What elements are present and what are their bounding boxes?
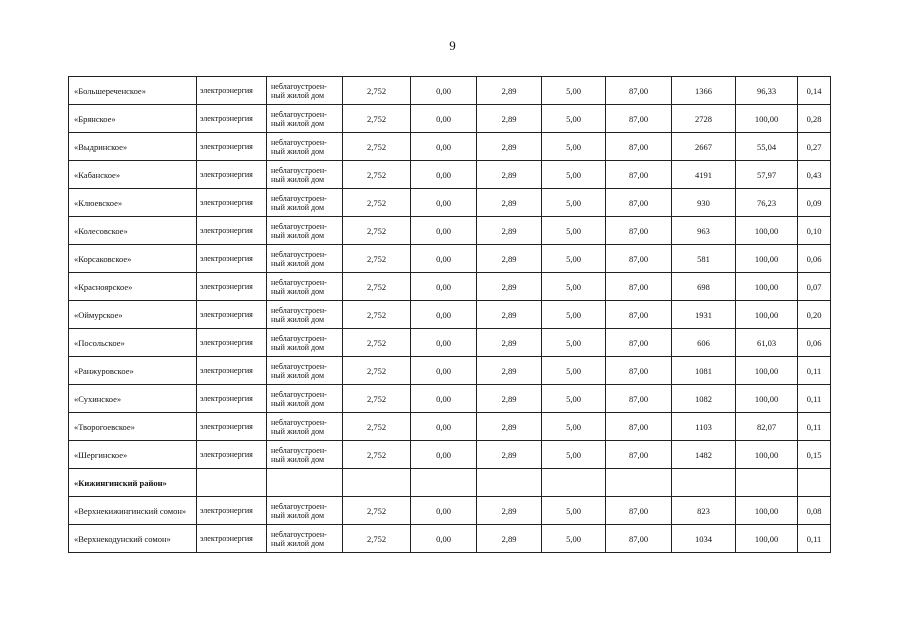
- value-cell-v6: 1081: [672, 357, 736, 385]
- value-cell-v7: 61,03: [736, 329, 798, 357]
- housing-type-cell: неблагоустроен-ный жилой дом: [267, 189, 343, 217]
- value-cell-v7: 100,00: [736, 245, 798, 273]
- value-cell-v1: 2,752: [343, 441, 411, 469]
- resource-cell: электроэнергия: [197, 413, 267, 441]
- value-cell-v7: 100,00: [736, 105, 798, 133]
- settlement-name-cell: «Большереченское»: [69, 77, 197, 105]
- value-cell-v3: 2,89: [477, 133, 542, 161]
- district-row: [69, 469, 831, 497]
- table-row: [69, 441, 831, 469]
- value-cell-v2: 0,00: [411, 133, 477, 161]
- value-cell-v1: 2,752: [343, 413, 411, 441]
- housing-type-cell: неблагоустроен-ный жилой дом: [267, 357, 343, 385]
- resource-cell: электроэнергия: [197, 385, 267, 413]
- value-cell: [736, 469, 798, 497]
- value-cell-v2: 0,00: [411, 273, 477, 301]
- settlement-name-cell: «Верхнекижингинский сомон»: [69, 497, 197, 525]
- value-cell-v6: 823: [672, 497, 736, 525]
- housing-type-cell: неблагоустроен-ный жилой дом: [267, 77, 343, 105]
- resource-cell: электроэнергия: [197, 189, 267, 217]
- table-row: [69, 217, 831, 245]
- value-cell-v1: 2,752: [343, 105, 411, 133]
- value-cell-v8: 0,06: [798, 245, 831, 273]
- value-cell-v7: 100,00: [736, 273, 798, 301]
- value-cell-v8: 0,20: [798, 301, 831, 329]
- value-cell-v7: 100,00: [736, 301, 798, 329]
- value-cell-v6: 606: [672, 329, 736, 357]
- value-cell-v7: 100,00: [736, 525, 798, 553]
- value-cell-v1: 2,752: [343, 385, 411, 413]
- value-cell-v4: 5,00: [542, 245, 606, 273]
- value-cell-v6: 2667: [672, 133, 736, 161]
- value-cell-v7: 82,07: [736, 413, 798, 441]
- value-cell-v8: 0,09: [798, 189, 831, 217]
- value-cell-v3: 2,89: [477, 329, 542, 357]
- value-cell-v8: 0,11: [798, 525, 831, 553]
- value-cell-v6: 4191: [672, 161, 736, 189]
- resource-cell: [197, 469, 267, 497]
- resource-cell: электроэнергия: [197, 273, 267, 301]
- value-cell-v3: 2,89: [477, 189, 542, 217]
- value-cell-v1: 2,752: [343, 329, 411, 357]
- value-cell-v4: 5,00: [542, 357, 606, 385]
- resource-cell: электроэнергия: [197, 441, 267, 469]
- housing-type-cell: [267, 469, 343, 497]
- value-cell-v2: 0,00: [411, 217, 477, 245]
- value-cell-v4: 5,00: [542, 413, 606, 441]
- value-cell-v4: 5,00: [542, 497, 606, 525]
- value-cell-v2: 0,00: [411, 77, 477, 105]
- value-cell-v5: 87,00: [606, 133, 672, 161]
- value-cell-v6: 963: [672, 217, 736, 245]
- value-cell-v3: 2,89: [477, 273, 542, 301]
- value-cell-v3: 2,89: [477, 161, 542, 189]
- value-cell-v4: 5,00: [542, 525, 606, 553]
- table-row: [69, 525, 831, 553]
- value-cell-v4: 5,00: [542, 105, 606, 133]
- value-cell-v5: 87,00: [606, 441, 672, 469]
- value-cell-v3: 2,89: [477, 301, 542, 329]
- value-cell-v3: 2,89: [477, 357, 542, 385]
- settlement-name-cell: «Красноярское»: [69, 273, 197, 301]
- settlement-name-cell: «Брянское»: [69, 105, 197, 133]
- value-cell-v6: 1366: [672, 77, 736, 105]
- value-cell-v6: 1103: [672, 413, 736, 441]
- housing-type-cell: неблагоустроен-ный жилой дом: [267, 497, 343, 525]
- housing-type-cell: неблагоустроен-ный жилой дом: [267, 273, 343, 301]
- value-cell-v7: 57,97: [736, 161, 798, 189]
- value-cell-v5: 87,00: [606, 357, 672, 385]
- resource-cell: электроэнергия: [197, 525, 267, 553]
- value-cell-v8: 0,14: [798, 77, 831, 105]
- settlement-name-cell: «Клюевское»: [69, 189, 197, 217]
- resource-cell: электроэнергия: [197, 77, 267, 105]
- table-row: [69, 357, 831, 385]
- value-cell-v5: 87,00: [606, 525, 672, 553]
- value-cell-v8: 0,11: [798, 413, 831, 441]
- resource-cell: электроэнергия: [197, 133, 267, 161]
- value-cell-v6: 930: [672, 189, 736, 217]
- value-cell-v4: 5,00: [542, 133, 606, 161]
- value-cell-v6: 2728: [672, 105, 736, 133]
- value-cell: [343, 469, 411, 497]
- value-cell-v5: 87,00: [606, 385, 672, 413]
- value-cell-v3: 2,89: [477, 385, 542, 413]
- table-row: [69, 77, 831, 105]
- value-cell-v6: 698: [672, 273, 736, 301]
- value-cell-v5: 87,00: [606, 245, 672, 273]
- resource-cell: электроэнергия: [197, 497, 267, 525]
- table-row: [69, 497, 831, 525]
- value-cell-v1: 2,752: [343, 77, 411, 105]
- value-cell-v8: 0,07: [798, 273, 831, 301]
- table-row: [69, 273, 831, 301]
- settlement-name-cell: «Кижингинский район»: [69, 469, 197, 497]
- settlement-name-cell: «Посольское»: [69, 329, 197, 357]
- settlement-name-cell: «Верхнекодунский сомон»: [69, 525, 197, 553]
- value-cell-v6: 1082: [672, 385, 736, 413]
- value-cell: [411, 469, 477, 497]
- settlement-name-cell: «Сухинское»: [69, 385, 197, 413]
- value-cell-v7: 100,00: [736, 497, 798, 525]
- value-cell-v7: 100,00: [736, 385, 798, 413]
- value-cell-v6: 581: [672, 245, 736, 273]
- value-cell-v4: 5,00: [542, 385, 606, 413]
- table-row: [69, 133, 831, 161]
- value-cell-v2: 0,00: [411, 413, 477, 441]
- value-cell-v2: 0,00: [411, 357, 477, 385]
- value-cell-v4: 5,00: [542, 161, 606, 189]
- value-cell: [477, 469, 542, 497]
- value-cell-v5: 87,00: [606, 189, 672, 217]
- value-cell-v8: 0,43: [798, 161, 831, 189]
- value-cell-v3: 2,89: [477, 441, 542, 469]
- value-cell-v5: 87,00: [606, 217, 672, 245]
- value-cell-v3: 2,89: [477, 525, 542, 553]
- housing-type-cell: неблагоустроен-ный жилой дом: [267, 217, 343, 245]
- value-cell-v7: 100,00: [736, 217, 798, 245]
- data-table: [68, 76, 831, 553]
- resource-cell: электроэнергия: [197, 357, 267, 385]
- value-cell-v7: 96,33: [736, 77, 798, 105]
- resource-cell: электроэнергия: [197, 329, 267, 357]
- value-cell-v4: 5,00: [542, 301, 606, 329]
- value-cell-v7: 100,00: [736, 441, 798, 469]
- value-cell-v4: 5,00: [542, 329, 606, 357]
- value-cell: [798, 469, 831, 497]
- value-cell-v2: 0,00: [411, 161, 477, 189]
- housing-type-cell: неблагоустроен-ный жилой дом: [267, 161, 343, 189]
- value-cell-v3: 2,89: [477, 105, 542, 133]
- value-cell-v7: 76,23: [736, 189, 798, 217]
- table-row: [69, 245, 831, 273]
- value-cell-v2: 0,00: [411, 497, 477, 525]
- value-cell-v6: 1034: [672, 525, 736, 553]
- value-cell-v1: 2,752: [343, 525, 411, 553]
- page-number: 9: [449, 38, 456, 53]
- value-cell-v5: 87,00: [606, 77, 672, 105]
- value-cell-v8: 0,08: [798, 497, 831, 525]
- value-cell-v1: 2,752: [343, 357, 411, 385]
- value-cell: [606, 469, 672, 497]
- value-cell-v7: 100,00: [736, 357, 798, 385]
- value-cell-v2: 0,00: [411, 441, 477, 469]
- value-cell-v5: 87,00: [606, 161, 672, 189]
- value-cell-v2: 0,00: [411, 385, 477, 413]
- housing-type-cell: неблагоустроен-ный жилой дом: [267, 105, 343, 133]
- settlement-name-cell: «Корсаковское»: [69, 245, 197, 273]
- table-row: [69, 161, 831, 189]
- table-row: [69, 105, 831, 133]
- resource-cell: электроэнергия: [197, 301, 267, 329]
- value-cell-v8: 0,10: [798, 217, 831, 245]
- value-cell: [542, 469, 606, 497]
- value-cell-v5: 87,00: [606, 301, 672, 329]
- value-cell-v6: 1482: [672, 441, 736, 469]
- settlement-name-cell: «Кабанское»: [69, 161, 197, 189]
- table-body: [69, 77, 831, 553]
- value-cell-v3: 2,89: [477, 497, 542, 525]
- housing-type-cell: неблагоустроен-ный жилой дом: [267, 133, 343, 161]
- value-cell-v4: 5,00: [542, 189, 606, 217]
- value-cell-v1: 2,752: [343, 273, 411, 301]
- value-cell-v2: 0,00: [411, 525, 477, 553]
- value-cell-v4: 5,00: [542, 441, 606, 469]
- value-cell-v5: 87,00: [606, 413, 672, 441]
- housing-type-cell: неблагоустроен-ный жилой дом: [267, 385, 343, 413]
- settlement-name-cell: «Выдринское»: [69, 133, 197, 161]
- value-cell-v3: 2,89: [477, 77, 542, 105]
- value-cell-v1: 2,752: [343, 133, 411, 161]
- settlement-name-cell: «Оймурское»: [69, 301, 197, 329]
- value-cell-v1: 2,752: [343, 189, 411, 217]
- housing-type-cell: неблагоустроен-ный жилой дом: [267, 301, 343, 329]
- housing-type-cell: неблагоустроен-ный жилой дом: [267, 413, 343, 441]
- value-cell-v8: 0,06: [798, 329, 831, 357]
- housing-type-cell: неблагоустроен-ный жилой дом: [267, 245, 343, 273]
- settlement-name-cell: «Колесовское»: [69, 217, 197, 245]
- value-cell-v1: 2,752: [343, 217, 411, 245]
- value-cell-v8: 0,15: [798, 441, 831, 469]
- resource-cell: электроэнергия: [197, 217, 267, 245]
- table-row: [69, 329, 831, 357]
- value-cell: [672, 469, 736, 497]
- value-cell-v2: 0,00: [411, 301, 477, 329]
- value-cell-v7: 55,04: [736, 133, 798, 161]
- value-cell-v1: 2,752: [343, 497, 411, 525]
- settlement-name-cell: «Творогоевское»: [69, 413, 197, 441]
- housing-type-cell: неблагоустроен-ный жилой дом: [267, 329, 343, 357]
- value-cell-v1: 2,752: [343, 245, 411, 273]
- value-cell-v2: 0,00: [411, 245, 477, 273]
- value-cell-v5: 87,00: [606, 105, 672, 133]
- settlement-name-cell: «Ранжуровское»: [69, 357, 197, 385]
- value-cell-v4: 5,00: [542, 273, 606, 301]
- settlement-name-cell: «Шергинское»: [69, 441, 197, 469]
- table-row: [69, 301, 831, 329]
- value-cell-v2: 0,00: [411, 105, 477, 133]
- housing-type-cell: неблагоустроен-ный жилой дом: [267, 525, 343, 553]
- table-row: [69, 385, 831, 413]
- value-cell-v3: 2,89: [477, 245, 542, 273]
- value-cell-v8: 0,11: [798, 357, 831, 385]
- housing-type-cell: неблагоустроен-ный жилой дом: [267, 441, 343, 469]
- value-cell-v4: 5,00: [542, 77, 606, 105]
- resource-cell: электроэнергия: [197, 245, 267, 273]
- value-cell-v5: 87,00: [606, 497, 672, 525]
- value-cell-v5: 87,00: [606, 329, 672, 357]
- value-cell-v4: 5,00: [542, 217, 606, 245]
- value-cell-v6: 1931: [672, 301, 736, 329]
- value-cell-v1: 2,752: [343, 161, 411, 189]
- value-cell-v8: 0,11: [798, 385, 831, 413]
- value-cell-v8: 0,27: [798, 133, 831, 161]
- value-cell-v3: 2,89: [477, 217, 542, 245]
- value-cell-v2: 0,00: [411, 189, 477, 217]
- value-cell-v5: 87,00: [606, 273, 672, 301]
- value-cell-v2: 0,00: [411, 329, 477, 357]
- value-cell-v8: 0,28: [798, 105, 831, 133]
- value-cell-v3: 2,89: [477, 413, 542, 441]
- resource-cell: электроэнергия: [197, 105, 267, 133]
- table-row: [69, 189, 831, 217]
- table-row: [69, 413, 831, 441]
- value-cell-v1: 2,752: [343, 301, 411, 329]
- resource-cell: электроэнергия: [197, 161, 267, 189]
